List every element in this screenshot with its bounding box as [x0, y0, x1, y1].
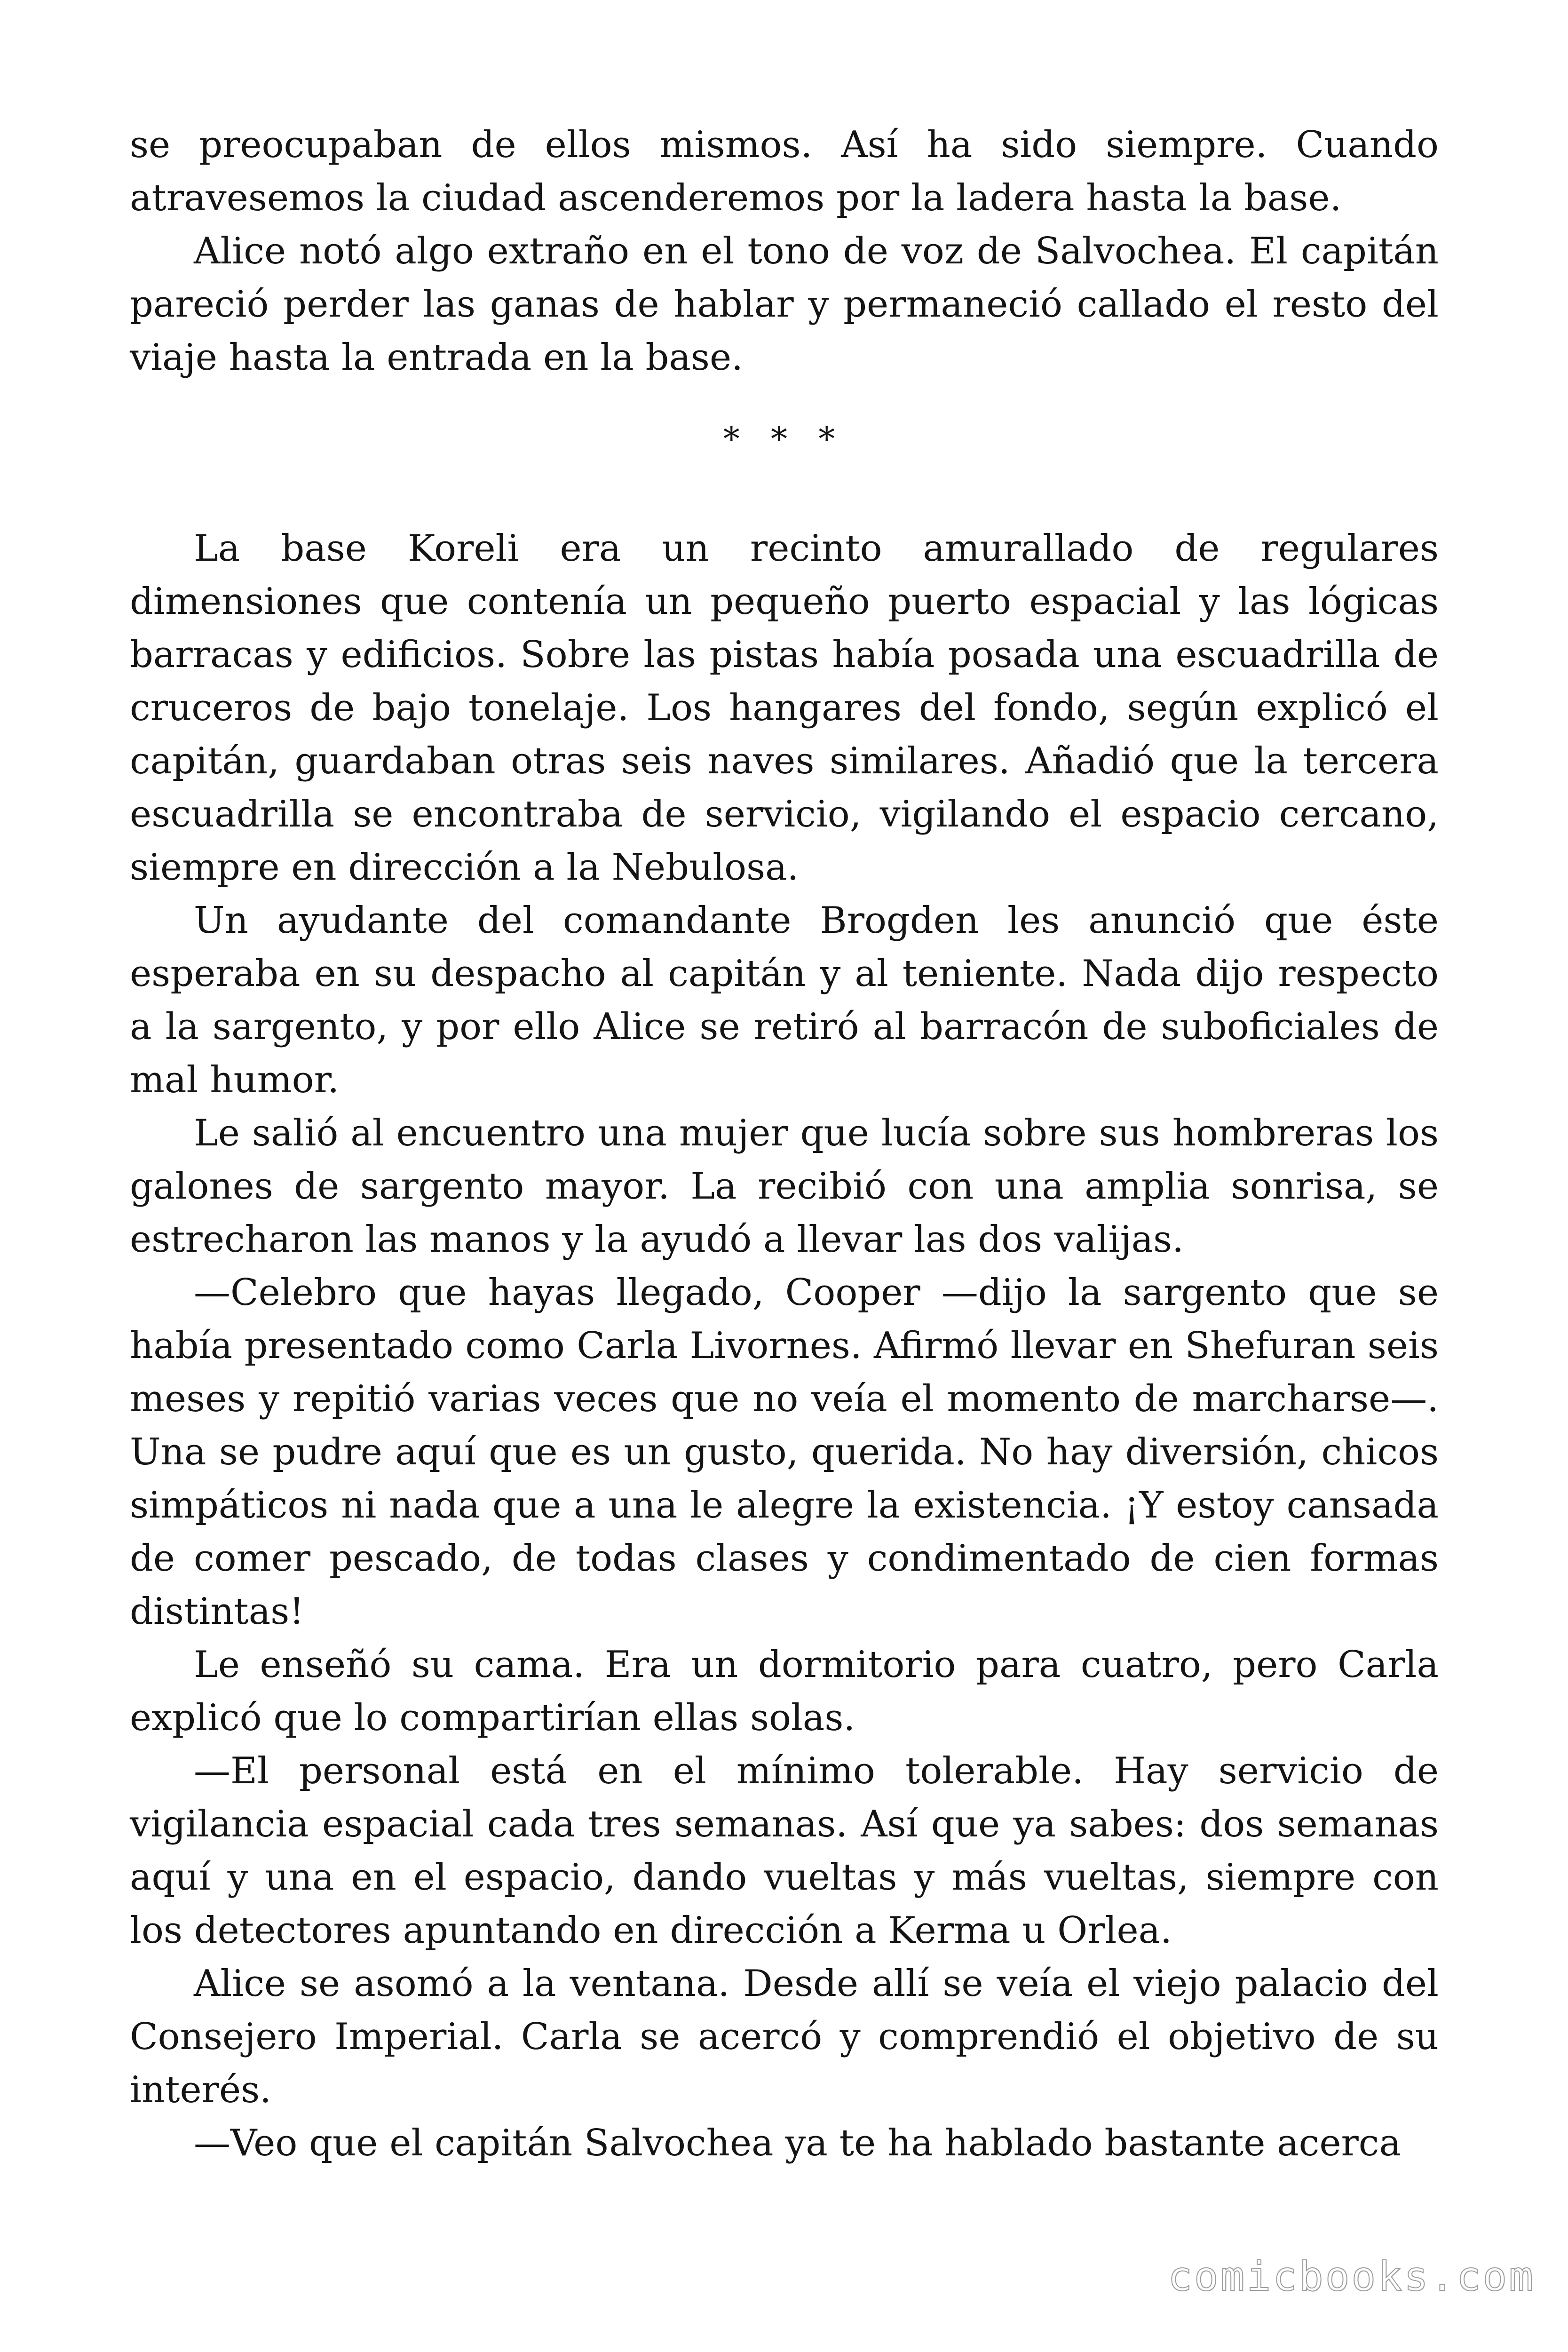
- paragraph: La base Koreli era un recinto amurallado de regulares dimensiones que contenía un pequeño puerto espacial y las lógicas barracas y edificios. Sobre las pistas había posada una escuadrilla de cruceros de bajo tonelaje. Los hangares del fondo, según explicó el capitán, guardaban otras seis naves similares. Añadió que la tercera escuadrilla se encontraba de servicio, vigilando el espacio cercano, siempre en dirección a la Nebulosa.: [130, 527, 1439, 889]
- dialogue-paragraph: —El personal está en el mínimo tolerable. Hay servicio de vigilancia espacial cada tres semanas. Así que ya sabes: dos semanas aquí y una en el espacio, dando vueltas y más vueltas, siempre con los detectores apuntando en dirección a Kerma u Orlea.: [130, 1750, 1439, 1952]
- watermark-logo: comicbooks.com: [1168, 2253, 1535, 2300]
- paragraph: Le enseñó su cama. Era un dormitorio para cuatro, pero Carla explicó que lo compartirían ellas solas.: [130, 1644, 1439, 1739]
- paragraph: Un ayudante del comandante Brogden les anunció que éste esperaba en su despacho al capitán y al teniente. Nada dijo respecto a la sargento, y por ello Alice se retiró al barracón de suboficiales de mal humor.: [130, 899, 1439, 1101]
- paragraph: Le salió al encuentro una mujer que lucía sobre sus hombreras los galones de sargento mayor. La recibió con una amplia sonrisa, se estrecharon las manos y la ayudó a llevar las dos valijas.: [130, 1112, 1439, 1261]
- page-body: [130, 119, 1439, 2170]
- dialogue-paragraph: —Celebro que hayas llegado, Cooper —dijo la sargento que se había presentado como Carla Livornes. Afirmó llevar en Shefuran seis meses y repitió varias veces que no veía el momento de marcharse—. Una se pudre aquí que es un gusto, querida. No hay diversión, chicos simpáticos ni nada que a una le alegre la existencia. ¡Y estoy cansada de comer pescado, de todas clases y condimentado de cien formas distintas!: [130, 1271, 1439, 1633]
- paragraph: Alice notó algo extraño en el tono de voz de Salvochea. El capitán pareció perder las ganas de hablar y permaneció callado el resto del viaje hasta la entrada en la base.: [130, 230, 1439, 379]
- section-break: * * *: [723, 420, 846, 458]
- paragraph-continuation: se preocupaban de ellos mismos. Así ha sido siempre. Cuando atravesemos la ciudad ascenderemos por la ladera hasta la base.: [130, 124, 1439, 219]
- paragraph: Alice se asomó a la ventana. Desde allí se veía el viejo palacio del Consejero Imperial. Carla se acercó y comprendió el objetivo de su interés.: [130, 1963, 1439, 2111]
- dialogue-paragraph: —Veo que el capitán Salvochea ya te ha hablado bastante acerca: [194, 2122, 1401, 2164]
